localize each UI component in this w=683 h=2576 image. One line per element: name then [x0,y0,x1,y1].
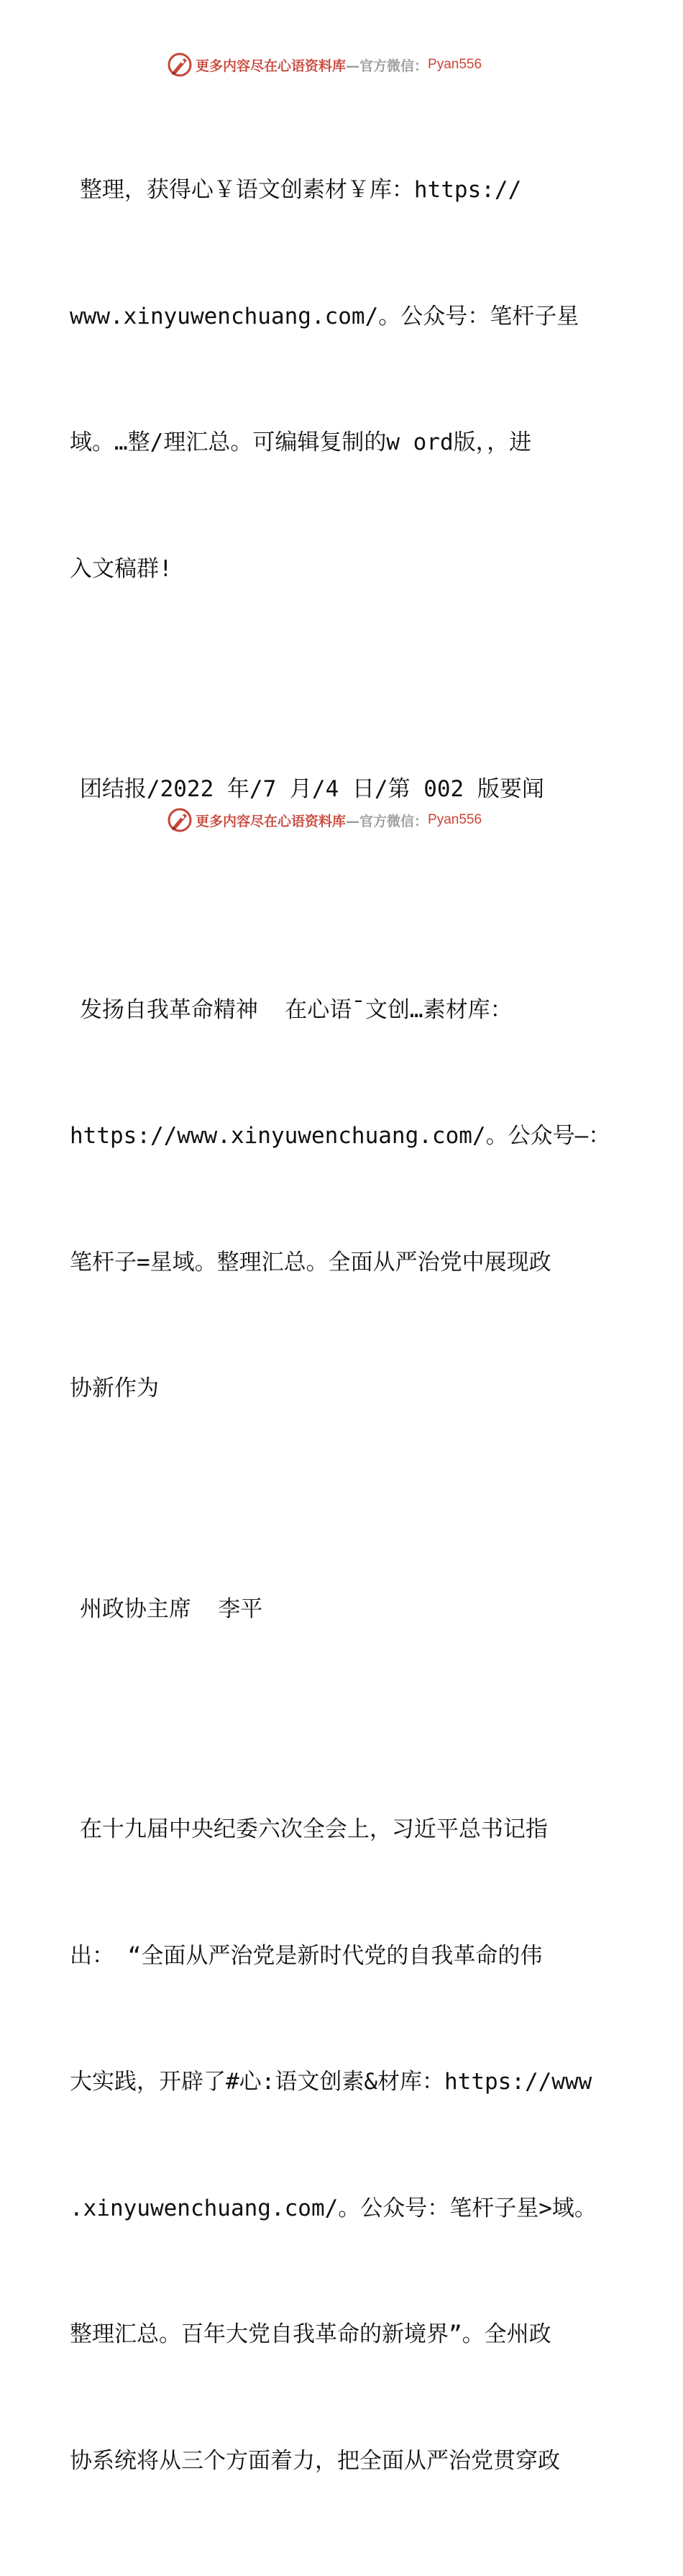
paragraph-article-title [70,905,616,1494]
text-line: 出： “全面从严治党是新时代党的自我革命的伟 [70,1942,543,1969]
text-line: 州政协主席 李平 [79,1596,263,1622]
banner-wechat-id: Pyan556 [428,812,482,827]
text-line: 团结报/2022 年/7 月/4 日/第 002 版要闻 [79,776,544,802]
text-line: 在十九届中央纪委六次全会上，习近平总书记指 [79,1816,548,1842]
banner-text: 更多内容尽在心语资料库 [196,58,347,74]
text-line: 协系统将从三个方面着力，把全面从严治党贯穿政 [70,2447,560,2474]
text-line: 整理汇总。百年大党自我革命的新境界”。全州政 [70,2321,551,2347]
paragraph-dateline [70,684,616,895]
paragraph-author [70,1504,616,1715]
text-line: https://www.xinyuwenchuang.com/。公众号—： [70,1123,611,1149]
text-line: .xinyuwenchuang.com/。公众号：笔杆子星>域。 [70,2195,597,2221]
pen-logo-icon [167,807,193,833]
document-body [70,85,616,2576]
banner-text: 更多内容尽在心语资料库 [196,813,347,829]
footer-banner [167,806,512,834]
header-banner [167,50,512,79]
pen-logo-icon [167,52,193,78]
text-line: www.xinyuwenchuang.com/。公众号：笔杆子星 [70,303,579,329]
paragraph-body [70,1724,616,2566]
text-line: 笔杆子=星域。整理汇总。全面从严治党中展现政 [70,1249,551,1275]
banner-label: —官方微信： [346,813,428,829]
banner-label: —官方微信： [346,58,428,74]
text-line: 协新作为 [70,1375,159,1401]
text-line: 整理，获得心￥语文创素材￥库：https:// [79,177,522,203]
text-line: 发扬自我革命精神 在心语¯文创…素材库： [79,996,513,1023]
text-line: 大实践，开辟了#心:语文创素&材库：https://www [70,2069,592,2095]
text-line: 域。…整/理汇总。可编辑复制的w ord版，，进 [70,429,532,455]
paragraph-source-note [70,85,616,674]
banner-wechat-id: Pyan556 [428,57,482,72]
text-line: 入文稿群! [70,555,173,582]
